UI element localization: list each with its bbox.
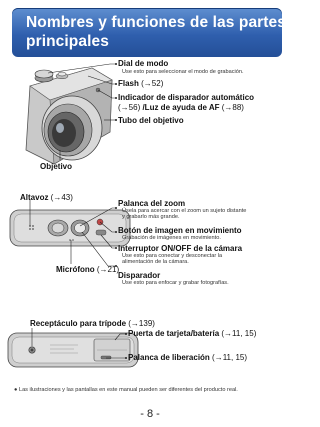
ref-microfono: (→21) — [94, 265, 120, 274]
desc-interruptor-1: Use esto para conectar y desconectar la — [122, 253, 223, 259]
desc-interruptor-2: alimentación de la cámara. — [122, 259, 189, 265]
desc-dial-modo: Use esto para seleccionar el modo de grabación. — [122, 69, 244, 75]
label-luz-af: /Luz de ayuda de AF — [140, 103, 222, 112]
label-objetivo: Objetivo — [40, 162, 73, 171]
label-microfono-text: Micrófono — [56, 265, 95, 274]
label-flash — [118, 79, 163, 88]
desc-palanca-zoom-1: Úsela para acercar con el zoom un sujeto distante — [122, 208, 247, 214]
label-flash-text: Flash — [118, 79, 139, 88]
label-disparador: Disparador — [118, 271, 161, 280]
section-title-banner — [12, 8, 286, 57]
label-altavoz — [20, 193, 73, 202]
label-palanca-liberacion-text: Palanca de liberación — [128, 353, 210, 362]
ref-receptaculo: (→139) — [126, 319, 155, 328]
label-puerta-text: Puerta de tarjeta/batería — [128, 329, 220, 338]
ref-flash: (→52) — [138, 79, 164, 88]
desc-disparador: Use esto para enfocar y grabar fotografías. — [122, 280, 229, 286]
label-microfono — [56, 265, 119, 274]
label-receptaculo-text: Receptáculo para trípode — [30, 319, 127, 328]
label-indicador: Indicador de disparador automático — [118, 93, 255, 102]
label-indicador-line2 — [118, 103, 244, 112]
ref-altavoz: (→43) — [48, 193, 73, 202]
desc-palanca-zoom-2: y grabarlo más grande. — [122, 214, 180, 220]
label-puerta-tarjeta — [128, 329, 256, 338]
bottom-leader-lines — [0, 300, 300, 380]
note-bullet-icon: ● — [14, 387, 18, 393]
section-title-line2: principales — [26, 33, 109, 50]
page-number: - 8 - — [140, 408, 160, 420]
label-dial-modo: Dial de modo — [118, 59, 169, 68]
footnote-text: Las ilustraciones y las pantallas en este manual pueden ser diferentes del producto real. — [18, 387, 238, 393]
label-palanca-zoom: Palanca del zoom — [118, 199, 186, 208]
label-interruptor: Interruptor ON/OFF de la cámara — [118, 244, 243, 253]
label-tubo-objetivo: Tubo del objetivo — [118, 116, 184, 125]
label-altavoz-text: Altavoz — [20, 193, 49, 202]
ref-indicador-1: (→56) — [118, 103, 141, 112]
label-palanca-liberacion — [128, 353, 247, 362]
section-title-line1: Nombres y funciones de las partes — [26, 14, 286, 31]
ref-indicador-2: (→88) — [221, 103, 244, 112]
desc-boton-imagen: Grabación de imágenes en movimiento. — [122, 235, 221, 241]
footnote — [14, 387, 238, 393]
ref-palanca-liberacion: (→11, 15) — [209, 353, 248, 362]
ref-puerta: (→11, 15) — [219, 329, 257, 338]
label-boton-imagen: Botón de imagen en movimiento — [118, 226, 242, 235]
